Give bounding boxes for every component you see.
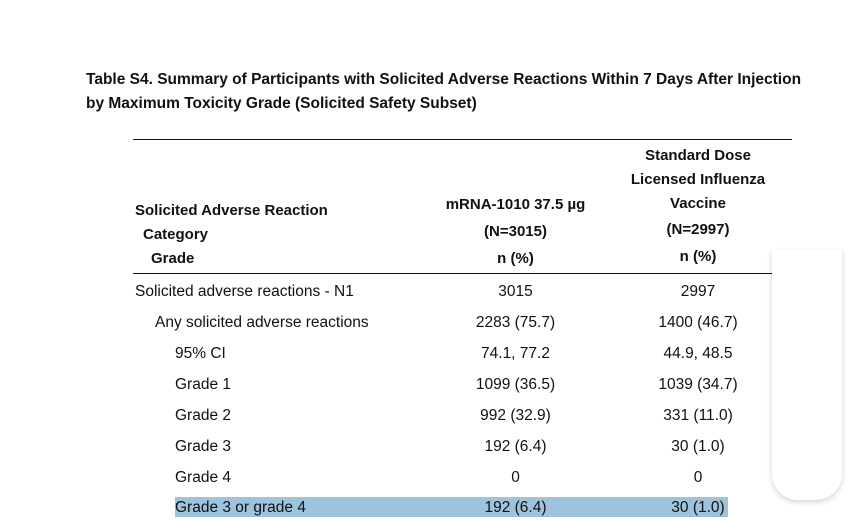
header-category-line-3: Grade <box>151 250 195 267</box>
row-label: Grade 3 or grade 4 <box>175 499 306 516</box>
header-rule <box>133 273 792 274</box>
header-mrna-line-3: n (%) <box>497 250 534 267</box>
row-label: 95% CI <box>175 345 226 362</box>
table-row <box>133 276 792 307</box>
table-row <box>133 338 792 369</box>
row-label: Grade 4 <box>175 469 232 486</box>
table-row <box>133 431 792 462</box>
caption-line-1: Table S4. Summary of Participants with Solicited Adverse Reactions Within 7 Days After Injection <box>86 71 802 88</box>
table-header <box>133 139 792 274</box>
header-influenza-line-3: Vaccine <box>670 195 726 212</box>
row-label: Grade 2 <box>175 407 232 424</box>
header-influenza-line-1: Standard Dose <box>645 147 751 164</box>
row-influenza-value: 30 (1.0) <box>671 499 725 516</box>
table-row <box>133 400 792 431</box>
row-label: Grade 1 <box>175 376 232 393</box>
row-influenza-value: 1400 (46.7) <box>658 314 738 331</box>
header-influenza-line-2: Licensed Influenza <box>630 171 766 188</box>
row-mrna-value: 74.1, 77.2 <box>481 345 550 362</box>
row-influenza-value: 2997 <box>680 283 716 300</box>
row-mrna-value: 192 (6.4) <box>484 499 547 516</box>
row-influenza-value: 1039 (34.7) <box>658 376 738 393</box>
row-mrna-value: 2283 (75.7) <box>475 314 556 331</box>
row-mrna-value: 192 (6.4) <box>484 438 547 455</box>
row-mrna-value: 1099 (36.5) <box>475 376 556 393</box>
table-row <box>133 307 792 338</box>
header-mrna-line-2: (N=3015) <box>484 223 547 240</box>
table-caption <box>86 68 846 116</box>
header-category-line-2: Category <box>143 226 209 243</box>
row-mrna-value: 992 (32.9) <box>480 407 551 424</box>
header-mrna-line-1: mRNA-1010 37.5 µg <box>445 196 586 213</box>
table-row <box>133 369 792 400</box>
header-category-line-1: Solicited Adverse Reaction <box>135 202 328 219</box>
row-label: Grade 3 <box>175 438 232 455</box>
table-row <box>133 462 792 493</box>
table-row-highlighted <box>133 492 792 523</box>
header-influenza-line-4: (N=2997) <box>666 221 730 238</box>
row-mrna-value: 0 <box>511 469 520 486</box>
header-influenza-line-5: n (%) <box>679 248 717 265</box>
row-influenza-value: 0 <box>693 469 703 486</box>
row-mrna-value: 3015 <box>498 283 533 300</box>
row-label: Solicited adverse reactions - N1 <box>135 283 354 300</box>
row-influenza-value: 331 (11.0) <box>663 407 733 424</box>
header-mrna <box>423 191 608 272</box>
row-label: Any solicited adverse reactions <box>155 314 369 331</box>
header-category <box>135 199 328 271</box>
header-influenza <box>618 144 778 270</box>
row-influenza-value: 44.9, 48.5 <box>663 345 733 362</box>
overlay-panel <box>772 250 842 500</box>
caption-line-2: by Maximum Toxicity Grade (Solicited Safety Subset) <box>86 95 477 112</box>
row-influenza-value: 30 (1.0) <box>671 438 725 455</box>
